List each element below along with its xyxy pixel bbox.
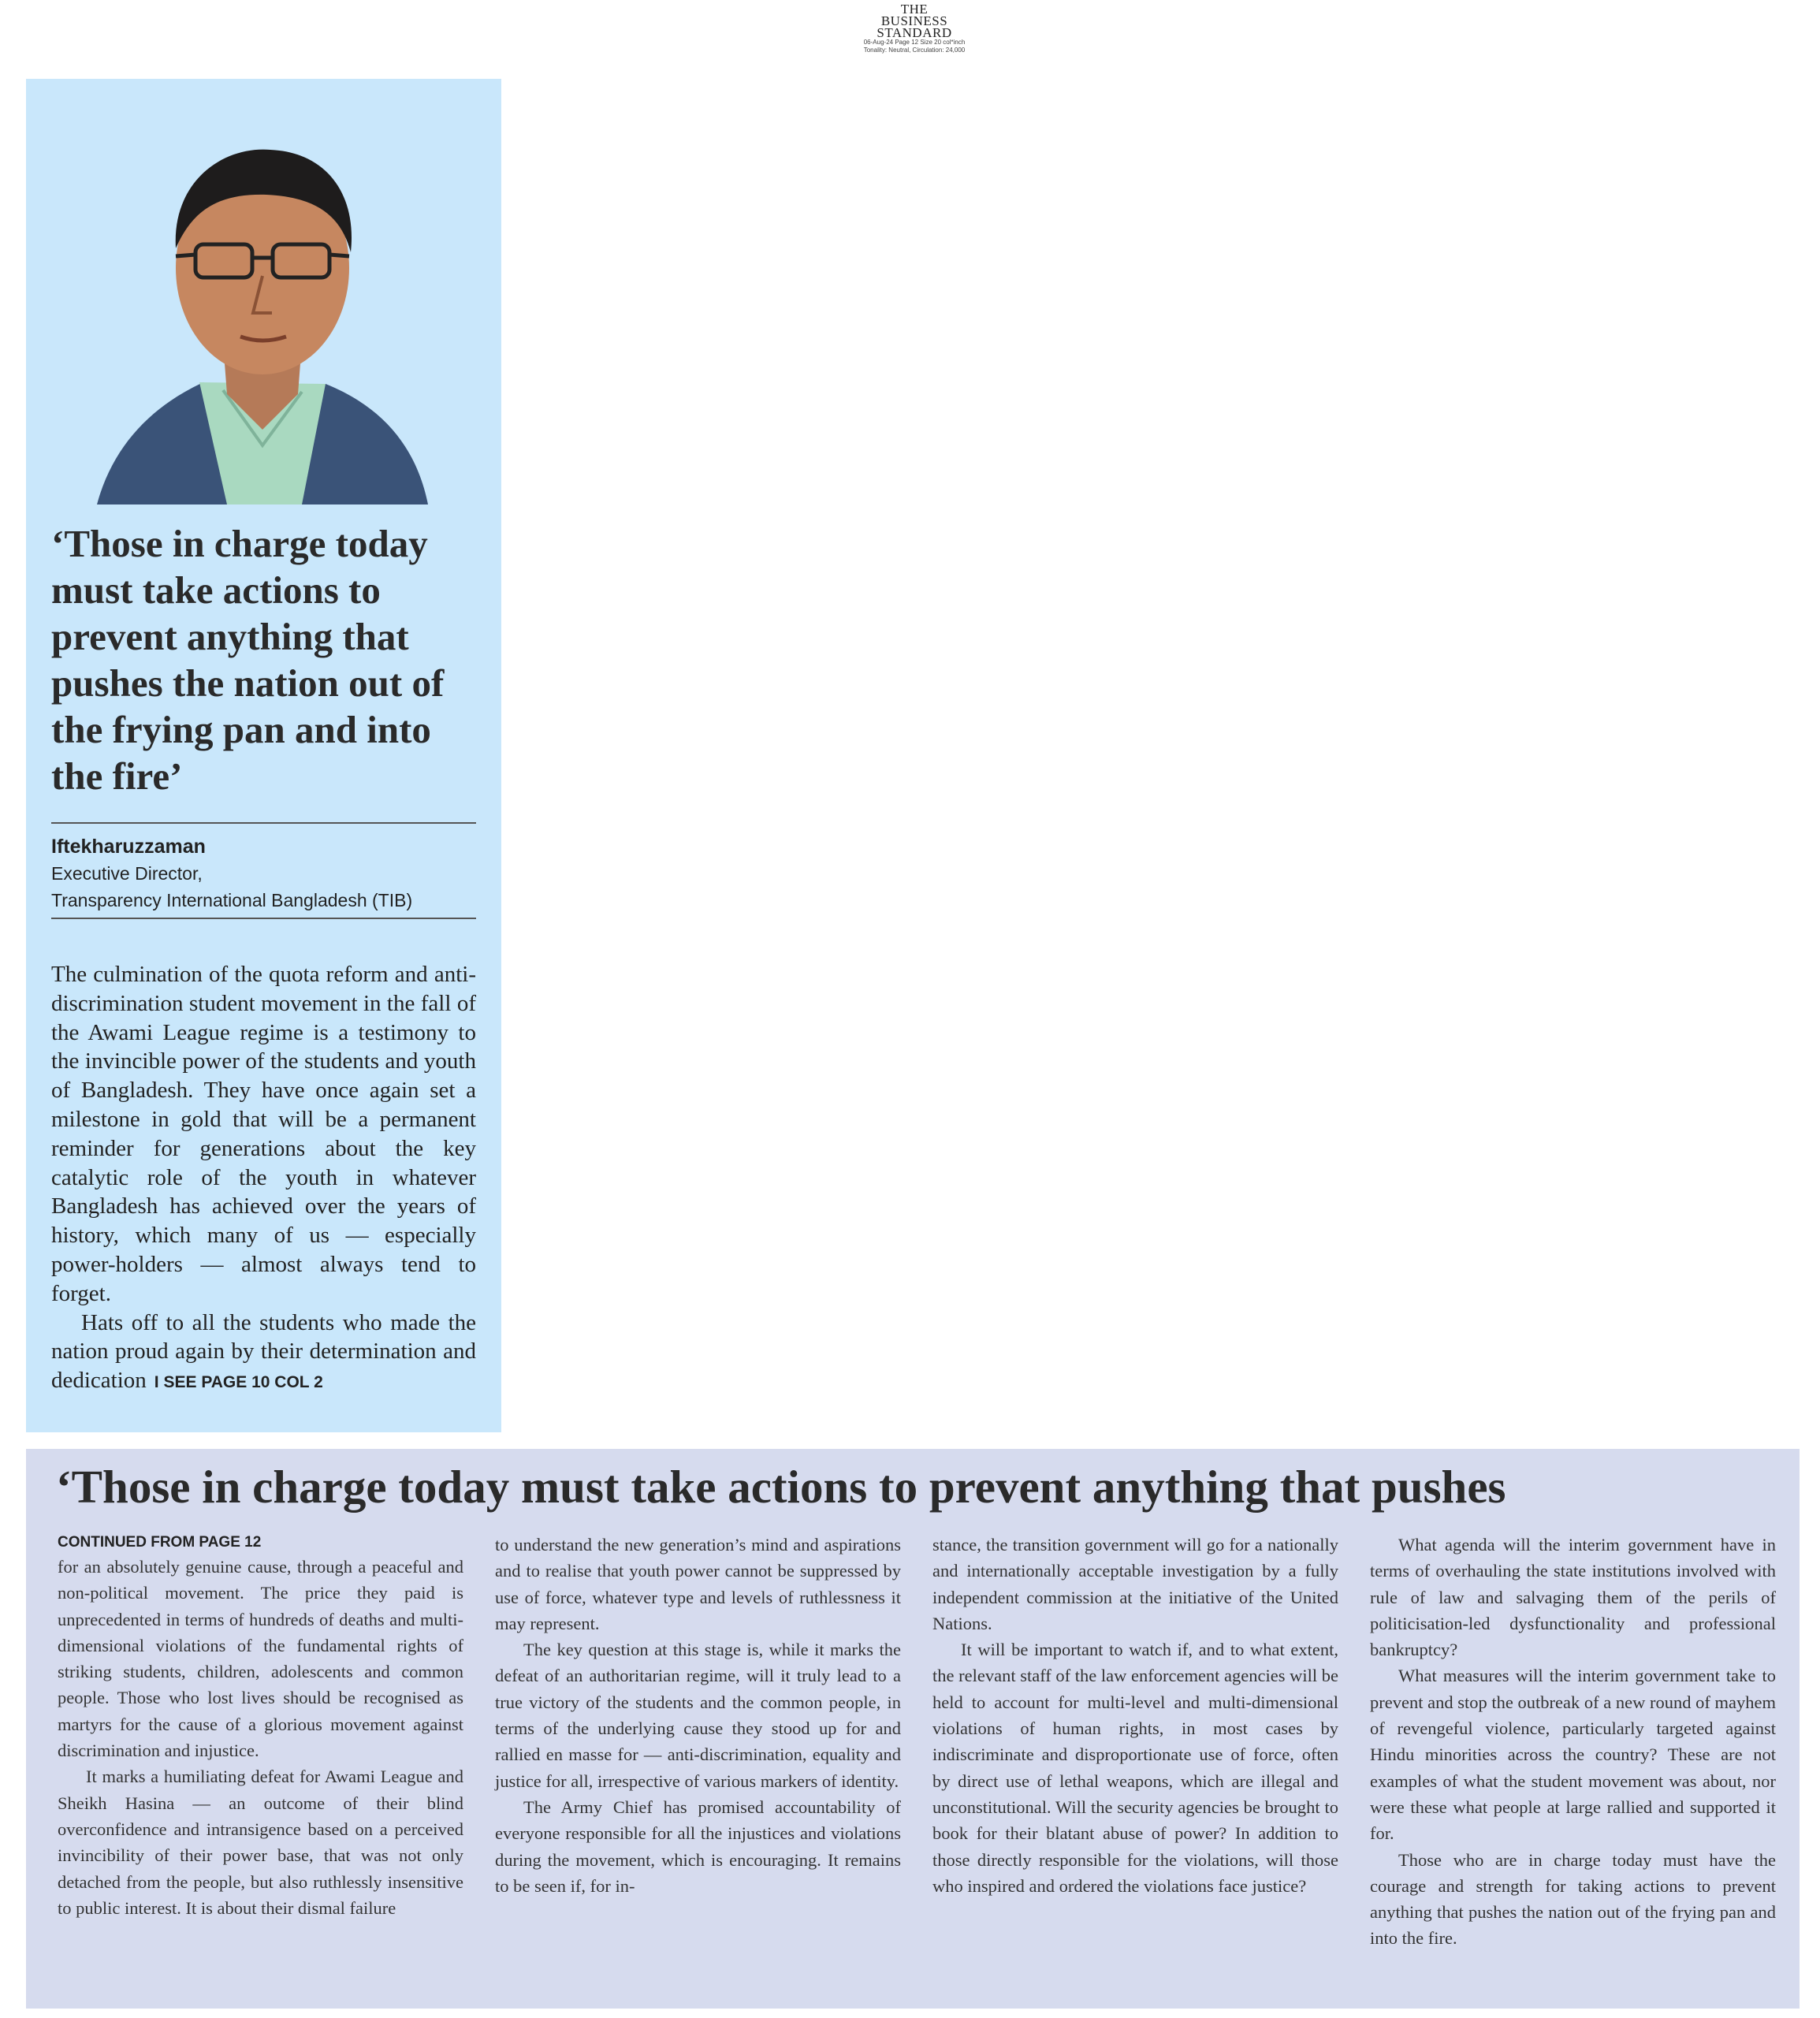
intro-paragraph-2 xyxy=(51,1309,476,1398)
clipping-meta-2: Tonality: Neutral, Circulation: 24,000 xyxy=(863,47,966,54)
column-4-paragraph: What measures will the interim government take to prevent and stop the outbreak of a new round of mayhem of revengeful violence, particularly targeted against Hindu minorities across the country? These are not examples of what the student movement was about, nor were these what people at large rallied and supported it for. xyxy=(1370,1666,1776,1844)
masthead-line-2: BUSINESS xyxy=(880,13,948,28)
article-intro xyxy=(51,960,476,1398)
see-page-reference: I SEE PAGE 10 COL 2 xyxy=(154,1373,323,1392)
continuation-column-4 xyxy=(1370,1532,1776,1952)
masthead-line-1: THE xyxy=(900,2,929,17)
author-name: Iftekharuzzaman xyxy=(51,836,206,858)
column-4-paragraph: What agenda will the interim government have in terms of overhauling the state institutions involved with rule of law and salvaging them of the perils of politicisation-led dysfunctionality and professional bankruptcy? xyxy=(1370,1535,1776,1660)
column-2-paragraph: to understand the new generation’s mind and aspirations and to realise that youth power cannot be suppressed by use of force, whatever type and levels of ruthlessness it may represent. xyxy=(495,1535,901,1633)
column-4-paragraph: Those who are in charge today must have the courage and strength for taking actions to prevent anything that pushes the nation out of the frying pan and into the fire. xyxy=(1370,1849,1776,1949)
column-1-paragraph: for an absolutely genuine cause, through a peaceful and non-political movement. The price they paid is unprecedented in terms of hundreds of deaths and multi-dimensional violations of the fundamental rights of striking students, children, adolescents and common people. Those who lost lives should be recognised as martyrs for the cause of a glorious movement against discrimination and injustice. xyxy=(58,1557,463,1761)
continued-from-label: CONTINUED FROM PAGE 12 xyxy=(58,1534,262,1551)
continuation-headline: ‘Those in charge today must take actions to prevent anything that pushes xyxy=(56,1461,1506,1513)
column-2-paragraph: The Army Chief has promised accountability of everyone responsible for all the injustices and violations during the movement, which is encouraging. It remains to be seen if, for in- xyxy=(495,1796,901,1896)
author-role-line-2: Transparency International Bangladesh (TIB) xyxy=(51,890,413,910)
newspaper-masthead xyxy=(855,3,973,54)
masthead-line-3: STANDARD xyxy=(877,25,952,40)
article-continuation-panel xyxy=(26,1449,1800,2009)
continuation-column-1 xyxy=(58,1532,463,1921)
author-role-line-1: Executive Director, xyxy=(51,863,203,884)
article-front-panel xyxy=(26,79,501,1432)
column-1-paragraph: It marks a humiliating defeat for Awami League and Sheikh Hasina — an outcome of their blind overconfidence and intransigence based on a perceived invincibility of their power base, that was not only detached from the people, but also ruthlessly insensitive to public interest. It is about their dismal failure xyxy=(58,1767,463,1918)
divider-top xyxy=(51,822,476,824)
intro-paragraph-1: The culmination of the quota reform and anti-discrimination student movement in the fall of the Awami League regime is a testimony to the invincible power of the students and youth of Bangladesh. They have once again set a milestone in gold that will be a permanent reminder for generations about the key catalytic role of the youth in whatever Bangladesh has achieved over the years of history, which many of us — especially power-holders — almost always tend to forget. xyxy=(51,962,476,1306)
clipping-meta-1: 06-Aug-24 Page 12 Size 20 col*inch xyxy=(863,39,966,46)
column-3-paragraph: stance, the transition government will go for a nationally and internationally acceptable investigation by a fully independent commission at the initiative of the United Nations. xyxy=(932,1535,1338,1633)
intro-paragraph-2-text: Hats off to all the students who made the nation proud again by their determination and dedication xyxy=(51,1309,476,1394)
author-portrait-icon xyxy=(65,106,460,516)
continuation-column-3 xyxy=(932,1532,1338,1899)
continuation-column-2 xyxy=(495,1532,901,1899)
article-headline: ‘Those in charge today must take actions to prevent anything that pushes the nation out of the frying pan and into the fire’ xyxy=(51,522,445,798)
column-2-paragraph: The key question at this stage is, while it marks the defeat of an authoritarian regime, will it truly lead to a true victory of the students and the common people, in terms of the underlying cause they stood up for and rallied en masse for — anti-discrimination, equality and justice for all, irrespective of various markers of identity. xyxy=(495,1640,901,1791)
column-3-paragraph: It will be important to watch if, and to what extent, the relevant staff of the law enforcement agencies will be held to account for multi-level and multi-dimensional violations of human rights, in most cases by indiscriminate and disproportionate use of force, often by direct use of lethal weapons, which are illegal and unconstitutional. Will the security agencies be brought to book for their blatant abuse of power? In addition to those directly responsible for the violations, will those who inspired and ordered the violations face justice? xyxy=(932,1640,1338,1896)
divider-bottom xyxy=(51,918,476,919)
